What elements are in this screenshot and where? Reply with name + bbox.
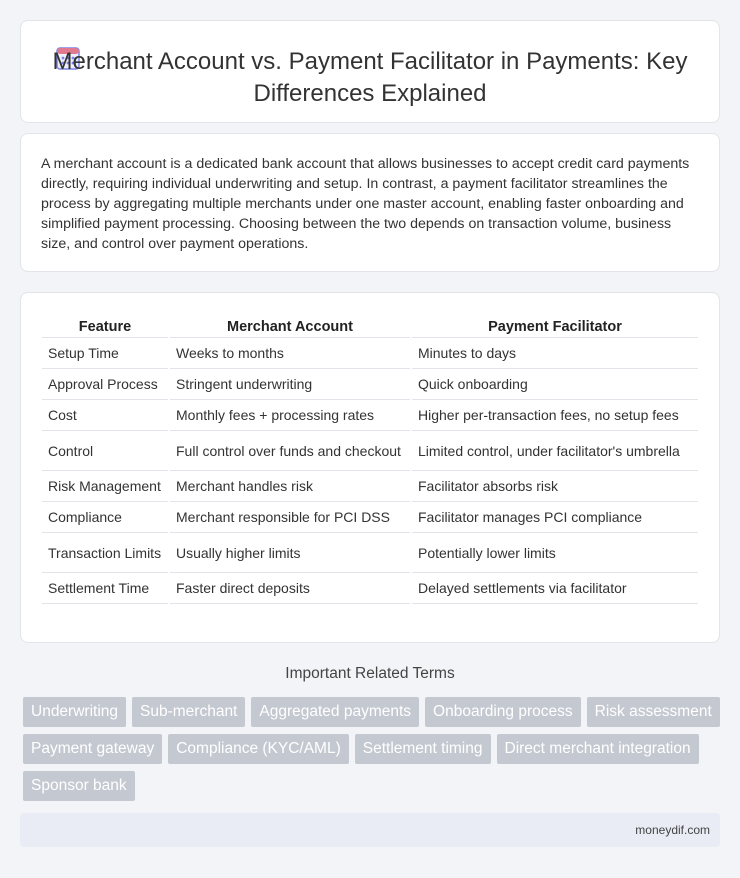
table-cell-merchant: Merchant responsible for PCI DSS (170, 502, 410, 533)
table-row (42, 400, 698, 431)
tag-direct-merchant-integration[interactable]: Direct merchant integration (497, 734, 699, 764)
tag-payment-gateway[interactable]: Payment gateway (23, 734, 162, 764)
table-cell-facilitator: Minutes to days (412, 338, 698, 369)
table-cell-merchant: Merchant handles risk (170, 471, 410, 502)
table-cell-facilitator: Facilitator manages PCI compliance (412, 502, 698, 533)
table-row (42, 533, 698, 573)
column-header-payment-facilitator: Payment Facilitator (412, 313, 698, 338)
table-cell-feature: Control (42, 431, 168, 471)
table-cell-merchant: Monthly fees + processing rates (170, 400, 410, 431)
table-cell-feature: Setup Time (42, 338, 168, 369)
table-cell-facilitator: Delayed settlements via facilitator (412, 573, 698, 604)
table-row (42, 369, 698, 400)
table-row (42, 471, 698, 502)
table-header-row (42, 313, 698, 338)
page-title: Merchant Account vs. Payment Facilitator in Payments: Key Differences Explained (52, 48, 688, 107)
table-cell-facilitator: Higher per-transaction fees, no setup fees (412, 400, 698, 431)
table-cell-merchant: Stringent underwriting (170, 369, 410, 400)
tag-sub-merchant[interactable]: Sub-merchant (132, 697, 245, 727)
related-terms-heading: Important Related Terms (285, 665, 455, 682)
table-cell-merchant: Weeks to months (170, 338, 410, 369)
table-cell-feature: Cost (42, 400, 168, 431)
table-cell-facilitator: Potentially lower limits (412, 533, 698, 573)
table-cell-merchant: Faster direct deposits (170, 573, 410, 604)
table-cell-feature: Approval Process (42, 369, 168, 400)
table-cell-facilitator: Facilitator absorbs risk (412, 471, 698, 502)
tag-settlement-timing[interactable]: Settlement timing (355, 734, 491, 764)
table-row (42, 338, 698, 369)
table-cell-facilitator: Quick onboarding (412, 369, 698, 400)
column-header-feature: Feature (42, 313, 168, 338)
comparison-table-card (20, 292, 720, 643)
footer (20, 813, 720, 847)
column-header-merchant-account: Merchant Account (170, 313, 410, 338)
intro-card (20, 133, 720, 272)
table-row (42, 431, 698, 471)
tag-underwriting[interactable]: Underwriting (23, 697, 126, 727)
table-cell-feature: Compliance (42, 502, 168, 533)
title-card (20, 20, 720, 123)
table-cell-facilitator: Limited control, under facilitator's umbrella (412, 431, 698, 471)
table-cell-merchant: Usually higher limits (170, 533, 410, 573)
table-row (42, 502, 698, 533)
tag-risk-assessment[interactable]: Risk assessment (587, 697, 720, 727)
table-cell-feature: Transaction Limits (42, 533, 168, 573)
comparison-table (40, 313, 700, 604)
tag-compliance[interactable]: Compliance (KYC/AML) (168, 734, 349, 764)
footer-site-link[interactable]: moneydif.com (635, 823, 710, 837)
intro-paragraph: A merchant account is a dedicated bank account that allows businesses to accept credit card payments directly, requiring individual underwriting and setup. In contrast, a payment facilitator streamlines the process by aggregating multiple merchants under one master account, enabling faster onboarding and simplified payment processing. Choosing between the two depends on transaction volume, business size, and control over payment operations. (41, 156, 690, 252)
tag-aggregated-payments[interactable]: Aggregated payments (251, 697, 419, 727)
table-row (42, 573, 698, 604)
related-terms-tags (23, 697, 723, 801)
table-cell-merchant: Full control over funds and checkout (170, 431, 410, 471)
table-cell-feature: Risk Management (42, 471, 168, 502)
tag-onboarding-process[interactable]: Onboarding process (425, 697, 581, 727)
table-cell-feature: Settlement Time (42, 573, 168, 604)
tag-sponsor-bank[interactable]: Sponsor bank (23, 771, 135, 801)
